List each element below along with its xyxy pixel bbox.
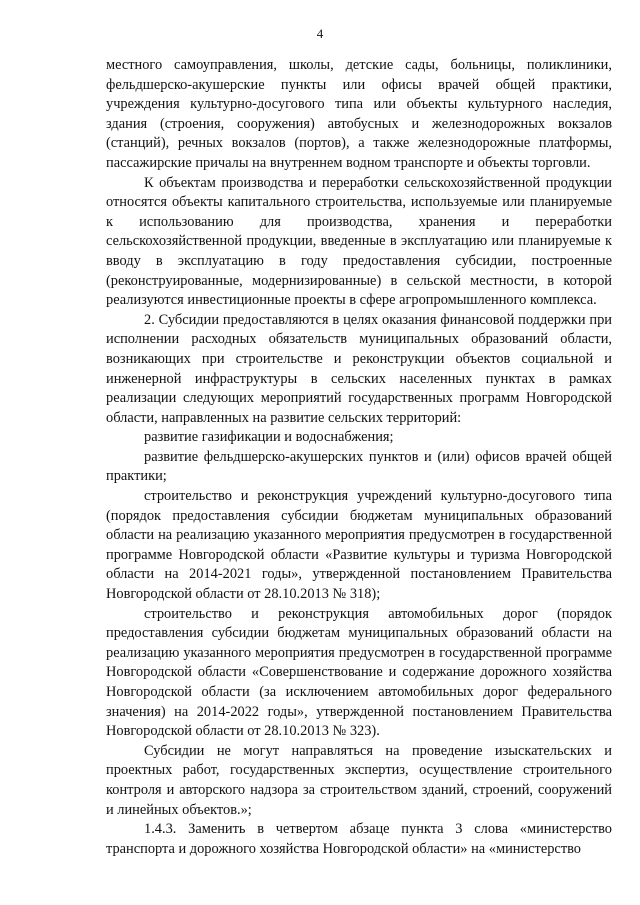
document-body: [106, 56, 612, 859]
list-item-gasification: развитие газификации и водоснабжения;: [144, 429, 394, 446]
list-item-roads: строительство и реконструкция автомобильных дорог (порядок предоставления субсидии бюджетам муниципальных образований области на реализацию указанного мероприятия предусмотрен в государственной программе Новгородской области «Совершенствование и содержание дорожного хозяйства Новгородской области (за исключением автомобильных дорог федерального значения) на 2014-2022 годы», утвержденной постановлением Правительства Новгородской области от 28.10.2013 № 323).: [106, 605, 612, 740]
page-number: 4: [316, 26, 324, 41]
list-item-cultural-institutions: строительство и реконструкция учреждений культурно-досугового типа (порядок предоставления субсидии бюджетам муниципальных образований области на реализацию указанного мероприятия предусмотрен в государственной программе Новгородской области «Развитие культуры и туризма Новгородской области на 2014-2021 годы», утвержденной постановлением Правительства Новгородской области от 28.10.2013 № 318);: [106, 488, 612, 603]
paragraph-3: 2. Субсидии предоставляются в целях оказания финансовой поддержки при исполнении расходных обязательств муниципальных образований области, возникающих при строительстве и реконструкции объектов социальной и инженерной инфраструктуры в сельских населенных пунктах в рамках реализации следующих мероприятий государственных программ Новгородской области, направленных на развитие сельских территорий:: [106, 311, 612, 426]
paragraph-1-4-3: 1.4.3. Заменить в четвертом абзаце пункта 3 слова «министерство транспорта и дорожного хозяйства Новгородской области» на «министерство: [106, 821, 612, 857]
list-item-medical-points: развитие фельдшерско-акушерских пунктов и (или) офисов врачей общей практики;: [106, 448, 612, 485]
paragraph-restrictions: Субсидии не могут направляться на проведение изыскательских и проектных работ, государственных экспертиз, осуществление строительного контроля и авторского надзора за строительством зданий, строений, сооружений и линейных объектов.»;: [106, 742, 612, 818]
paragraph-1: местного самоуправления, школы, детские сады, больницы, поликлиники, фельдшерско-акушерские пункты или офисы врачей общей практики, учреждения культурно-досугового типа или объекты культурного наследия, здания (строения, сооружения) автобусных и железнодорожных вокзалов (станций), речных вокзалов (портов), а также железнодорожные платформы, пассажирские причалы на внутреннем водном транспорте и объекты торговли.: [106, 57, 612, 171]
paragraph-2: К объектам производства и переработки сельскохозяйственной продукции относятся объекты капитального строительства, используемые или планируемые к использованию для производства, хранения и переработки сельскохозяйственной продукции, введенные в эксплуатацию или планируемые к вводу в эксплуатацию в году предоставления субсидии, построенные (реконструированные, модернизированные) в сельской местности, в которой реализуются инвестиционные проекты в сфере агропромышленного комплекса.: [106, 174, 612, 309]
